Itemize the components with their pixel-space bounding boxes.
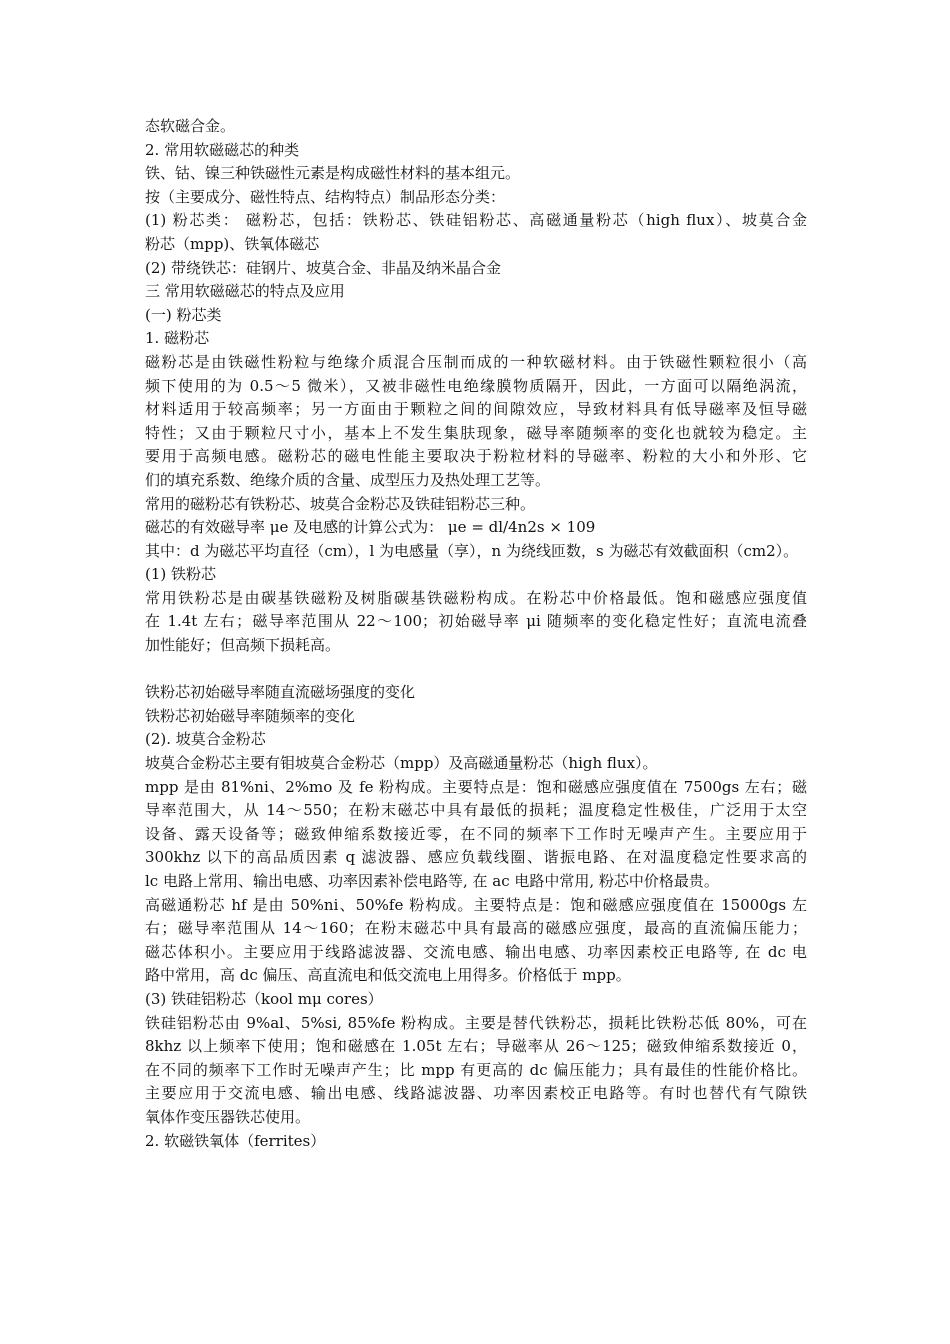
item-heading-iron-powder: (1) 铁粉芯 xyxy=(145,565,217,584)
text-line-17: 常用的磁粉芯有铁粉芯、坡莫合金粉芯及铁硅铝粉芯三种。 xyxy=(145,494,536,513)
text-line-3: 铁、钴、镍三种铁磁性元素是构成磁性材料的基本组元。 xyxy=(145,164,521,183)
subsection-heading-ferrites: 2. 软磁铁氧体（ferrites） xyxy=(145,1131,326,1150)
section-heading-2: 2. 常用软磁磁芯的种类 xyxy=(145,140,300,159)
text-line-5: (1) 粉芯类： 磁粉芯，包括：铁粉芯、铁硅铝粉芯、高磁通量粉芯（high flux）、坡莫合金 xyxy=(145,211,807,230)
paragraph-line-13: 材料适用于较高频率；另一方面由于颗粒之间的间隙效应，导致材料具有低导磁率及恒导磁 xyxy=(145,400,807,419)
paragraph-line-30: 导率范围大，从 14～550；在粉末磁芯中具有最低的损耗；温度稳定性极佳，广泛用于太空 xyxy=(145,801,807,820)
text-line-28: 坡莫合金粉芯主要有钼坡莫合金粉芯（mpp）及高磁通量粉芯（high flux）。 xyxy=(145,754,658,773)
paragraph-line-35: 右；磁导率范围从 14～160；在粉末磁芯中具有最高的磁感应强度，最高的直流偏压能力； xyxy=(145,919,807,938)
paragraph-line-32: 300khz 以下的高品质因素 q 滤波器、感应负载线圈、谐振电路、在对温度稳定性要求高的 xyxy=(145,848,807,867)
paragraph-line-37: 路中常用，高 dc 偏压、高直流电和低交流电上用得多。价格低于 mpp。 xyxy=(145,966,631,985)
subsection-heading-powder-cores: (一) 粉芯类 xyxy=(145,305,222,324)
text-line-1: 态软磁合金。 xyxy=(145,117,236,135)
document-page xyxy=(145,115,807,1153)
text-line-7: (2) 带绕铁芯：硅钢片、坡莫合金、非晶及纳米晶合金 xyxy=(145,258,502,277)
paragraph-line-36: 磁芯体积小。主要应用于线路滤波器、交流电感、输出电感、功率因素校正电路等, 在 dc 电 xyxy=(145,942,807,961)
blank-line xyxy=(145,658,807,682)
text-line-4: 按（主要成分、磁性特点、结构特点）制品形态分类： xyxy=(145,187,506,206)
formula-line: 磁芯的有效磁导率 μe 及电感的计算公式为： μe = dl/4n2s × 109 xyxy=(145,518,596,537)
paragraph-line-31: 设备、露天设备等；磁致伸缩系数接近零，在不同的频率下工作时无噪声产生。主要应用于 xyxy=(145,824,807,843)
paragraph-line-29: mpp 是由 81%ni、2%mo 及 fe 粉构成。主要特点是：饱和磁感应强度值在 7500gs 左右；磁 xyxy=(145,777,807,796)
formula-explanation-line: 其中：d 为磁芯平均直径（cm），l 为电感量（享），n 为绕线匝数，s 为磁芯有效截面积（cm2）。 xyxy=(145,541,799,560)
paragraph-line-23: 加性能好；但高频下损耗高。 xyxy=(145,636,341,655)
paragraph-line-43: 氧体作变压器铁芯使用。 xyxy=(145,1107,311,1126)
paragraph-line-42: 主要应用于交流电感、输出电感、线路滤波器、功率因素校正电路等。有时也替代有气隙铁 xyxy=(145,1084,807,1103)
paragraph-line-15: 要用于高频电感。磁粉芯的磁电性能主要取决于粉粒材料的导磁率、粉粒的大小和外形、它 xyxy=(145,447,807,466)
paragraph-line-33: lc 电路上常用、输出电感、功率因素补偿电路等, 在 ac 电路中常用, 粉芯中价格最贵。 xyxy=(145,872,719,890)
paragraph-line-11: 磁粉芯是由铁磁性粉粒与绝缘介质混合压制而成的一种软磁材料。由于铁磁性颗粒很小（高 xyxy=(145,352,807,371)
item-heading-sendust: (3) 铁硅铝粉芯（kool mμ cores） xyxy=(145,989,383,1008)
paragraph-line-14: 特性；又由于颗粒尺寸小，基本上不发生集肤现象，磁导率随频率的变化也就较为稳定。主 xyxy=(145,423,807,442)
subsection-heading-magnetic-powder-core: 1. 磁粉芯 xyxy=(145,329,210,348)
paragraph-line-12: 频下使用的为 0.5～5 微米），又被非磁性电绝缘膜物质隔开，因此，一方面可以隔绝涡流， xyxy=(145,376,807,395)
paragraph-line-40: 8khz 以上频率下使用；饱和磁感在 1.05t 左右；导磁率从 26～125；磁致伸缩系数接近 0， xyxy=(145,1037,807,1056)
item-heading-permalloy: (2). 坡莫合金粉芯 xyxy=(145,730,266,749)
section-heading-3: 三 常用软磁磁芯的特点及应用 xyxy=(145,282,345,301)
text-line-6: 粉芯（mpp)、铁氧体磁芯 xyxy=(145,234,320,253)
paragraph-line-21: 常用铁粉芯是由碳基铁磁粉及树脂碳基铁磁粉构成。在粉芯中价格最低。饱和磁感应强度值 xyxy=(145,588,807,607)
paragraph-line-34: 高磁通粉芯 hf 是由 50%ni、50%fe 粉构成。主要特点是：饱和磁感应强度值在 15000gs 左 xyxy=(145,895,807,914)
figure-caption-2: 铁粉芯初始磁导率随频率的变化 xyxy=(145,706,356,725)
figure-caption-1: 铁粉芯初始磁导率随直流磁场强度的变化 xyxy=(145,683,416,702)
paragraph-line-41: 在不同的频率下工作时无噪声产生；比 mpp 有更高的 dc 偏压能力；具有最佳的性能价格比。 xyxy=(145,1060,807,1079)
paragraph-line-22: 在 1.4t 左右；磁导率范围从 22～100；初始磁导率 μi 随频率的变化稳定性好；直流电流叠 xyxy=(145,612,807,631)
paragraph-line-16: 们的填充系数、绝缘介质的含量、成型压力及热处理工艺等。 xyxy=(145,470,551,489)
paragraph-line-39: 铁硅铝粉芯由 9%al、5%si, 85%fe 粉构成。主要是替代铁粉芯，损耗比铁粉芯低 80%，可在 xyxy=(145,1013,807,1032)
